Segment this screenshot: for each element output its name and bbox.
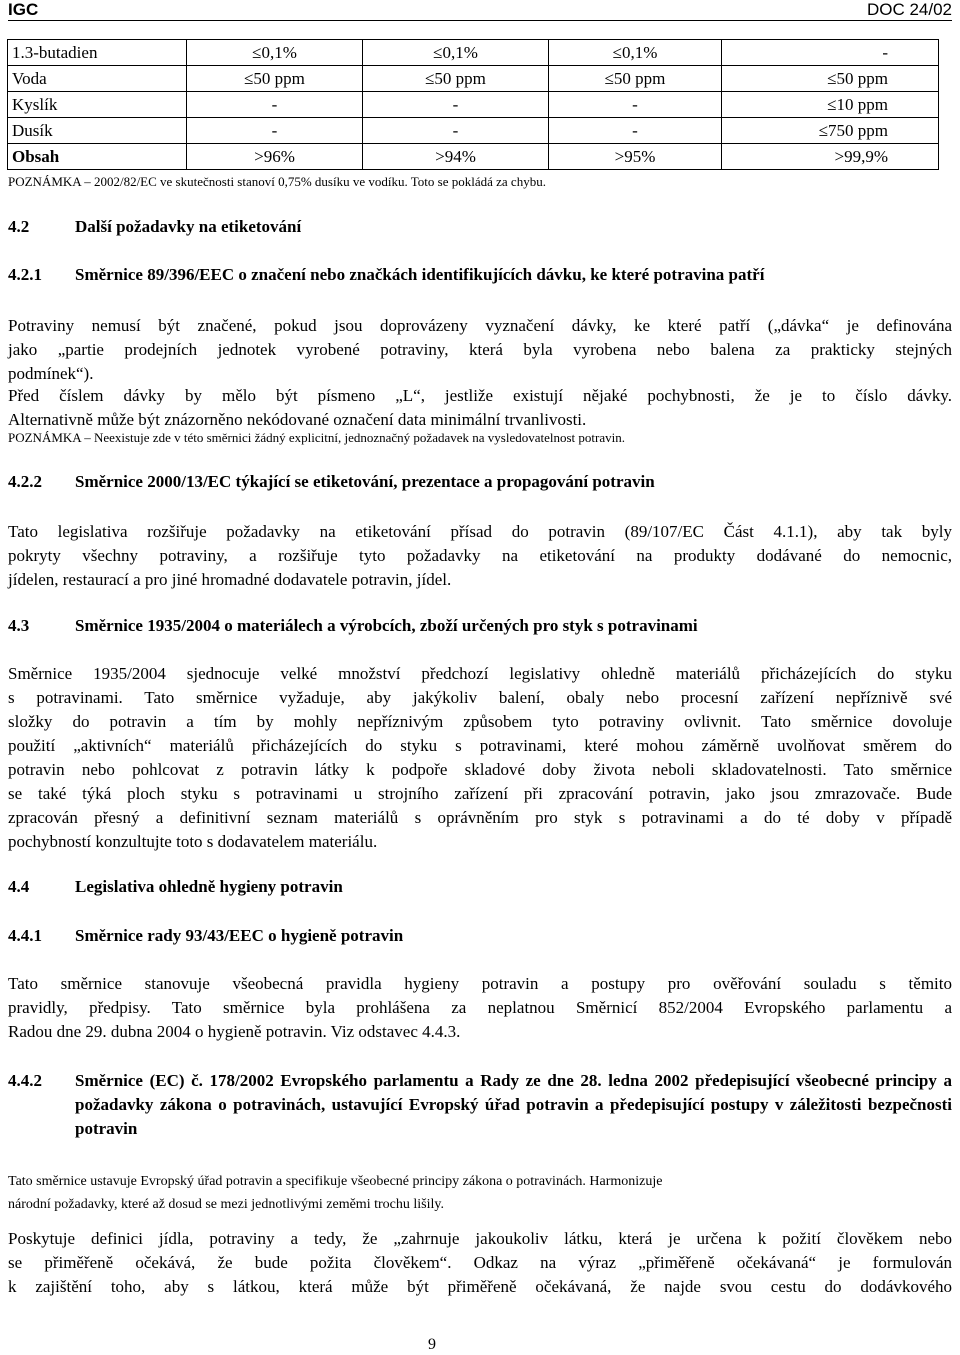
spec-value-cell: ≤50 ppm: [363, 66, 549, 92]
text-line: Směrnice 1935/2004 sjednocuje velké množství předchozí legislativy ohledně materiálů přicházejících do styku: [8, 664, 952, 683]
heading-title: Směrnice 89/396/EEC o značení nebo značkách identifikujících dávku, ke které potravina patří: [75, 265, 765, 284]
spec-table-row: [8, 40, 939, 66]
heading-number: 4.2.1: [8, 265, 42, 284]
spec-table-body: [8, 40, 939, 170]
text-line: se také týká ploch styku s potravinami u strojního zařízení při zpracování potravin, jako jsou zmrazovače. Bude: [8, 784, 952, 803]
heading-title: Další požadavky na etiketování: [75, 217, 302, 236]
spec-table: [7, 39, 939, 170]
heading-4-2-2: [8, 472, 655, 492]
page-header: [8, 0, 952, 21]
heading-4-3: [8, 616, 698, 636]
text-line: národní požadavky, které až dosud se mezi jednotlivými zeměmi trochu lišily.: [8, 1197, 444, 1212]
spec-value-cell: -: [187, 92, 363, 118]
heading-4-4-1: [8, 926, 403, 946]
heading-4-4-2: [8, 1069, 952, 1141]
section-note: POZNÁMKA – Neexistuje zde v této směrnici žádný explicitní, jednoznačný požadavek na vysledovatelnost potravin.: [8, 430, 625, 445]
text-line: pokryty všechny potraviny, a rozšiřuje tyto požadavky na etiketování na produkty dodávané do nemocnic,: [8, 546, 952, 565]
spec-table-row: [8, 118, 939, 144]
heading-title: Směrnice rady 93/43/EEC o hygieně potravin: [75, 926, 404, 945]
text-line: pravidly, předpisy. Tato směrnice byla prohlášena za neplatnou Směrnicí 852/2004 Evropského parlamentu a: [8, 998, 952, 1017]
spec-value-cell: -: [363, 92, 549, 118]
text-line: zpracován přesný a definitivní seznam materiálů s oprávněním pro styk s potravinami a do té doby v případě: [8, 808, 952, 827]
heading-number: 4.2: [8, 217, 30, 236]
text-line: jako „partie prodejních jednotek vyrobené potraviny, která byla vyrobena nebo balena za prakticky stejných: [8, 340, 952, 359]
text-line: k zajištění toho, aby s látkou, která může být přiměřeně očekávaná, že najde svou cestu do dodávkového: [8, 1277, 952, 1296]
spec-value-cell: -: [549, 118, 722, 144]
text-line: Radou dne 29. dubna 2004 o hygieně potravin. Viz odstavec 4.4.3.: [8, 1022, 461, 1041]
table-note: POZNÁMKA – 2002/82/EC ve skutečnosti stanoví 0,75% dusíku ve vodíku. Toto se pokládá za chybu.: [8, 174, 546, 189]
header-org: IGC: [8, 0, 39, 19]
paragraph-4-4-2-small: [8, 1170, 952, 1216]
spec-parameter-cell: Dusík: [8, 118, 187, 144]
spec-value-cell: >99,9%: [722, 144, 939, 170]
paragraph-4-2-1-b: [8, 384, 952, 432]
heading-number: 4.4.2: [8, 1071, 42, 1090]
heading-title: Legislativa ohledně hygieny potravin: [75, 877, 343, 896]
spec-parameter-cell: Kyslík: [8, 92, 187, 118]
heading-number: 4.2.2: [8, 472, 42, 491]
text-line: Poskytuje definici jídla, potraviny a tedy, že „zahrnuje jakoukoliv látku, která je určena k požití člověkem nebo: [8, 1229, 952, 1248]
heading-number: 4.4.1: [8, 926, 42, 945]
text-line: Potraviny nemusí být značené, pokud jsou doprovázeny vyznačení dávky, ke které patří („dávka“ je definována: [8, 316, 952, 335]
paragraph-4-2-1-a: [8, 314, 952, 386]
spec-value-cell: ≤50 ppm: [722, 66, 939, 92]
text-line: podmínek“).: [8, 364, 94, 383]
heading-title: Směrnice (EC) č. 178/2002 Evropského parlamentu a Rady ze dne 28. ledna 2002 předepisující všeobecné principy a požadavky zákona o potravinách, ustavující Evropský úřad potravin a předepisující postupy v záležitosti bezpečnosti potravin: [75, 1071, 952, 1138]
text-line: použití „aktivních“ materiálů přicházejících do styku s potravinami, které mohou záměrně uvolňovat směrem do: [8, 736, 952, 755]
text-line: Tato směrnice ustavuje Evropský úřad potravin a specifikuje všeobecné principy zákona o potravinách. Harmonizuje: [8, 1174, 663, 1189]
spec-value-cell: ≤0,1%: [549, 40, 722, 66]
heading-4-2-1: [8, 265, 764, 285]
text-line: se přiměřeně očekává, že bude požita člověkem“. Odkaz na výraz „přiměřeně očekávaná“ je formulován: [8, 1253, 952, 1272]
spec-table-row: [8, 144, 939, 170]
spec-value-cell: ≤50 ppm: [549, 66, 722, 92]
spec-parameter-cell: Voda: [8, 66, 187, 92]
spec-value-cell: -: [549, 92, 722, 118]
text-line: Tato směrnice stanovuje všeobecná pravidla hygieny potravin a postupy pro ověřování souladu s těmito: [8, 974, 952, 993]
heading-title: Směrnice 1935/2004 o materiálech a výrobcích, zboží určených pro styk s potravinami: [75, 616, 698, 635]
spec-value-cell: >94%: [363, 144, 549, 170]
spec-value-cell: ≤0,1%: [363, 40, 549, 66]
paragraph-4-4-1: [8, 972, 952, 1044]
spec-table-row: [8, 66, 939, 92]
spec-value-cell: >96%: [187, 144, 363, 170]
text-line: Tato legislativa rozšiřuje požadavky na etiketování přísad do potravin (89/107/EC Část 4.1.1), aby tak byly: [8, 522, 952, 541]
spec-value-cell: -: [363, 118, 549, 144]
heading-4-4: [8, 877, 343, 897]
header-doc-number: DOC 24/02: [866, 0, 952, 19]
spec-value-cell: -: [722, 40, 939, 66]
text-line: potravin nebo pohlcovat z potravin látky k podpoře skladové doby života neboli skladovatelnosti. Tato směrnice: [8, 760, 952, 779]
text-line: pochybností konzultujte toto s dodavatelem materiálu.: [8, 832, 378, 851]
heading-number: 4.4: [8, 877, 30, 896]
text-line: Alternativně může být znázorněno nekódované označení data minimální trvanlivosti.: [8, 410, 587, 429]
spec-value-cell: -: [187, 118, 363, 144]
spec-table-row: [8, 92, 939, 118]
text-line: s potravinami. Tato směrnice vyžaduje, aby jakýkoliv balení, obaly nebo procesní zařízení nepříznivě své: [8, 688, 952, 707]
page-number: 9: [428, 1336, 436, 1353]
spec-value-cell: ≤50 ppm: [187, 66, 363, 92]
text-line: Před číslem dávky by mělo být písmeno „L“, jestliže existují nějaké pochybnosti, že je to číslo dávky.: [8, 386, 952, 405]
spec-value-cell: ≤10 ppm: [722, 92, 939, 118]
paragraph-4-3: [8, 662, 952, 854]
spec-parameter-cell: Obsah: [8, 144, 187, 170]
text-line: složky do potravin a tím by mohly nepříznivým způsobem tyto potraviny ovlivnit. Tato směrnice dovoluje: [8, 712, 952, 731]
heading-4-2: [8, 217, 301, 237]
spec-parameter-cell: 1.3-butadien: [8, 40, 187, 66]
heading-title: Směrnice 2000/13/EC týkající se etiketování, prezentace a propagování potravin: [75, 472, 655, 491]
spec-value-cell: ≤0,1%: [187, 40, 363, 66]
spec-value-cell: >95%: [549, 144, 722, 170]
text-line: jídelen, restaurací a pro jiné hromadné dodavatele potravin, jídel.: [8, 570, 452, 589]
spec-value-cell: ≤750 ppm: [722, 118, 939, 144]
paragraph-4-4-2: [8, 1227, 952, 1299]
heading-number: 4.3: [8, 616, 30, 635]
paragraph-4-2-2: [8, 520, 952, 592]
